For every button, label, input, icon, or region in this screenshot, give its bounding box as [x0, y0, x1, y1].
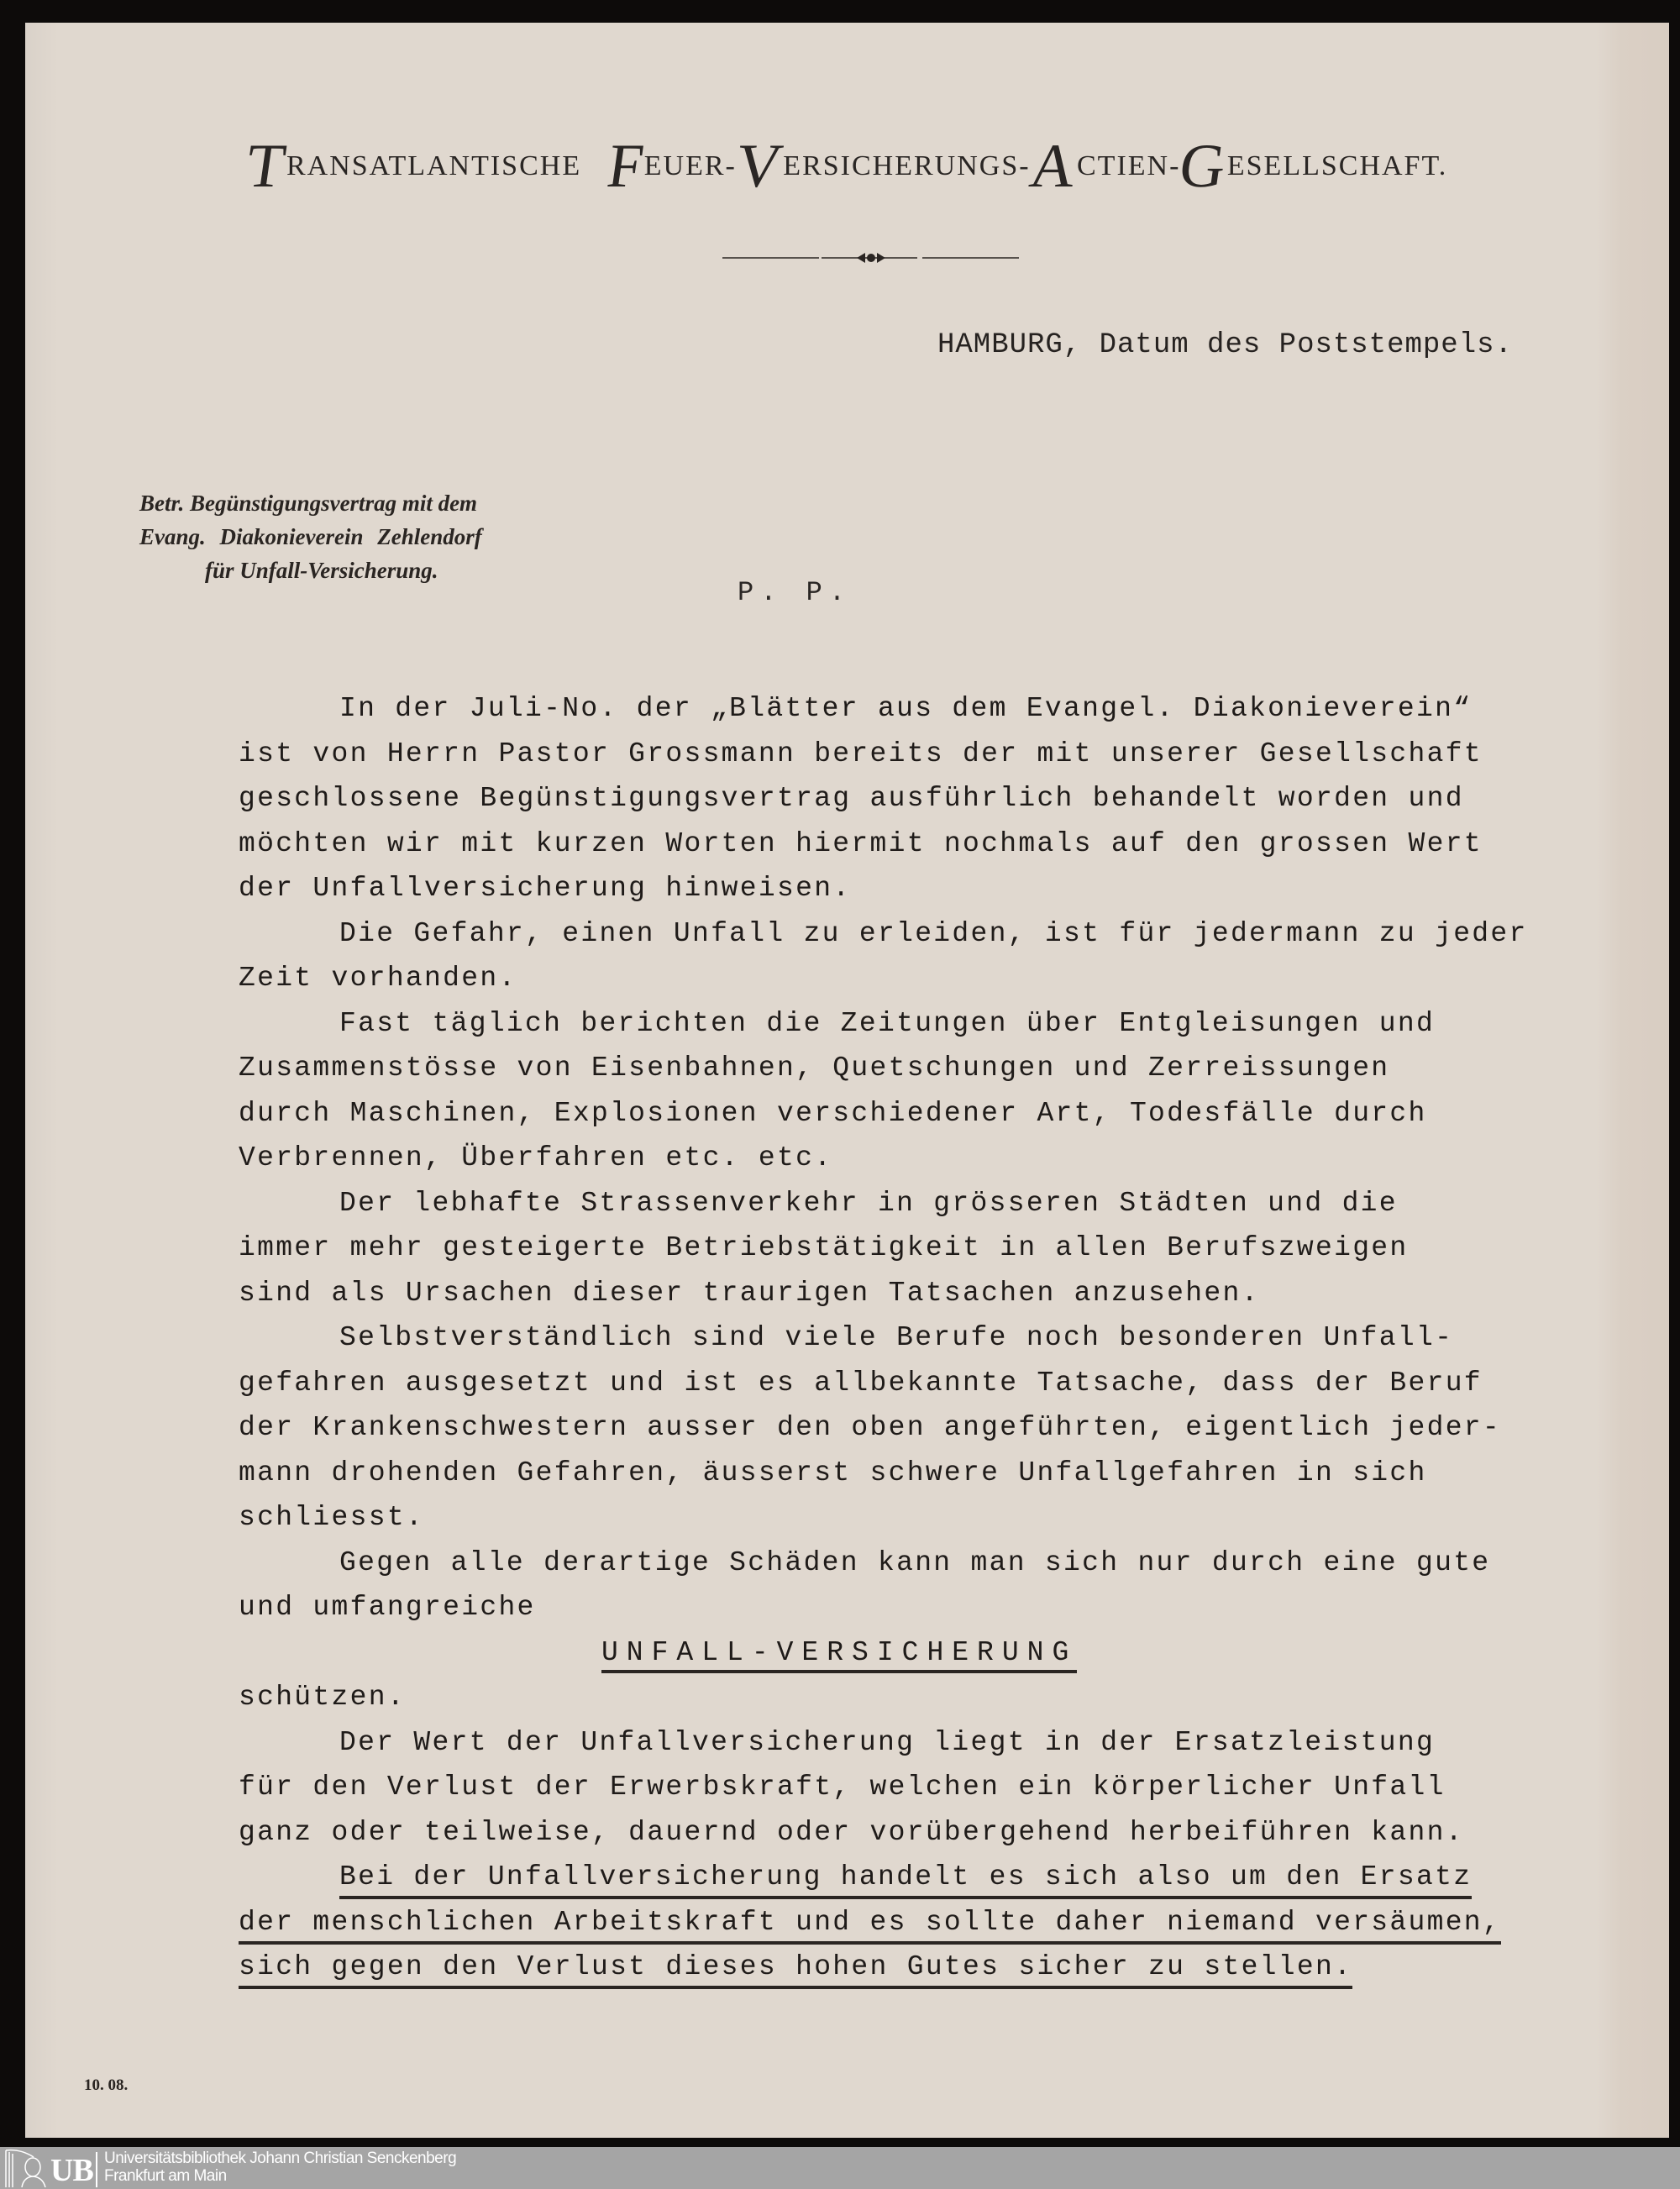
body-line-text: Der lebhafte Strassenverkehr in grösseren Städten und die — [339, 1187, 1398, 1219]
body-line — [239, 1495, 1515, 1541]
body-line — [239, 1541, 1515, 1586]
body-line-text: ist von Herrn Pastor Grossmann bereits der mit unserer Gesellschaft — [239, 738, 1483, 769]
body-line — [239, 1720, 1515, 1766]
body-line-text: durch Maschinen, Explosionen verschiedener Art, Todesfälle durch — [239, 1097, 1427, 1129]
letter-body — [239, 686, 1528, 1990]
body-line — [239, 1136, 1515, 1181]
library-logo — [3, 2149, 97, 2187]
body-line-text: für den Verlust der Erwerbskraft, welchen ein körperlicher Unfall — [239, 1772, 1446, 1803]
letterhead-word: VERSICHERUNGS- — [732, 132, 1031, 201]
letterhead-word: TRANSATLANTISCHE — [242, 132, 582, 201]
library-logo-text: UB — [50, 2153, 93, 2188]
print-code: 10. 08. — [84, 2076, 129, 2094]
emphasis-heading-text: UNFALL-VERSICHERUNG — [601, 1637, 1077, 1673]
body-line-text: geschlossene Begünstigungsvertrag ausführlich behandelt worden und — [239, 783, 1464, 814]
body-line-text: der Unfallversicherung hinweisen. — [239, 873, 852, 904]
body-line-text: sich gegen den Verlust dieses hohen Gutes sicher zu stellen. — [239, 1951, 1352, 1989]
body-line-text: Zeit vorhanden. — [239, 963, 517, 994]
body-line-text: mann drohenden Gefahren, äusserst schwere Unfallgefahren in sich — [239, 1457, 1427, 1488]
body-line — [239, 686, 1515, 732]
subject-line: Evang. Diakonieverein Zehlendorf — [139, 524, 482, 549]
body-line-text: sind als Ursachen dieser traurigen Tatsachen anzusehen. — [239, 1277, 1260, 1309]
subject-reference — [139, 486, 627, 587]
letterhead-word: FEUER- — [602, 132, 737, 201]
body-line — [239, 732, 1515, 777]
body-line — [239, 1226, 1515, 1271]
body-line — [239, 1855, 1515, 1900]
body-line — [239, 1451, 1515, 1496]
body-line-text: der menschlichen Arbeitskraft und es sollte daher niemand versäumen, — [239, 1907, 1501, 1945]
body-line-text: und umfangreiche — [239, 1592, 536, 1623]
library-location-line: Frankfurt am Main — [104, 2167, 227, 2185]
subject-line: Betr. Begünstigungsvertrag mit dem — [139, 491, 478, 516]
subject-line: für Unfall-Versicherung. — [205, 558, 438, 583]
library-portrait-logo-icon — [3, 2149, 49, 2187]
body-line-text: schliesst. — [239, 1502, 425, 1533]
body-line — [239, 1361, 1515, 1406]
body-line — [239, 1900, 1515, 1945]
body-line — [239, 1945, 1515, 1990]
library-footer-banner — [0, 2147, 1680, 2189]
body-line-text: Gegen alle derartige Schäden kann man sich nur durch eine gute — [339, 1546, 1491, 1578]
body-line-text: gefahren ausgesetzt und ist es allbekannte Tatsache, dass der Beruf — [239, 1367, 1483, 1399]
body-line — [239, 956, 1515, 1001]
body-line-text: schützen. — [239, 1682, 406, 1713]
body-line-text: der Krankenschwestern ausser den oben angeführten, eigentlich jeder- — [239, 1412, 1502, 1443]
letterhead-company-name — [25, 132, 1669, 201]
body-line — [239, 911, 1528, 957]
body-line-text: Die Gefahr, einen Unfall zu erleiden, ist für jedermann zu jeder — [339, 917, 1528, 949]
letterhead-word: ACTIEN- — [1025, 132, 1181, 201]
logo-separator — [96, 2152, 97, 2187]
salutation: P. P. — [738, 577, 853, 608]
ornament-divider-icon — [697, 249, 1033, 266]
body-line — [239, 776, 1515, 822]
body-line-text: Selbstverständlich sind viele Berufe noch besonderen Unfall- — [339, 1322, 1454, 1353]
body-line-text: Zusammenstösse von Eisenbahnen, Quetschungen und Zerreissungen — [239, 1053, 1390, 1084]
library-name — [104, 2150, 456, 2185]
body-line — [239, 1675, 1515, 1720]
body-line-text: immer mehr gesteigerte Betriebstätigkeit in allen Berufszweigen — [239, 1232, 1409, 1263]
place-and-date: HAMBURG, Datum des Poststempels. — [937, 329, 1513, 361]
body-line — [239, 1765, 1515, 1810]
emphasis-heading — [239, 1630, 1515, 1676]
body-line-text: Der Wert der Unfallversicherung liegt in der Ersatzleistung — [339, 1726, 1436, 1758]
library-name-line: Universitätsbibliothek Johann Christian Senckenberg — [104, 2150, 457, 2167]
body-line-text: Verbrennen, Überfahren etc. etc. — [239, 1142, 833, 1173]
body-line-text: In der Juli-No. der „Blätter aus dem Evangel. Diakonieverein“ — [339, 693, 1473, 724]
letter-page — [25, 23, 1669, 2138]
body-line — [239, 1046, 1515, 1091]
body-line — [239, 866, 1515, 911]
letterhead-word: GESELLSCHAFT. — [1175, 132, 1448, 201]
body-line-text: Fast täglich berichten die Zeitungen über Entgleisungen und — [339, 1007, 1436, 1039]
body-line-text: ganz oder teilweise, dauernd oder vorübergehend herbeiführen kann. — [239, 1816, 1464, 1848]
body-line — [239, 1810, 1515, 1856]
body-line — [239, 822, 1515, 867]
body-line — [239, 1405, 1515, 1451]
body-line — [239, 1315, 1515, 1361]
body-line — [239, 1001, 1515, 1047]
body-line — [239, 1181, 1515, 1226]
body-line-text: möchten wir mit kurzen Worten hiermit nochmals auf den grossen Wert — [239, 827, 1483, 859]
body-line — [239, 1271, 1515, 1316]
body-line — [239, 1585, 1515, 1630]
body-line — [239, 1091, 1515, 1136]
body-line-text: Bei der Unfallversicherung handelt es sich also um den Ersatz — [339, 1861, 1472, 1899]
